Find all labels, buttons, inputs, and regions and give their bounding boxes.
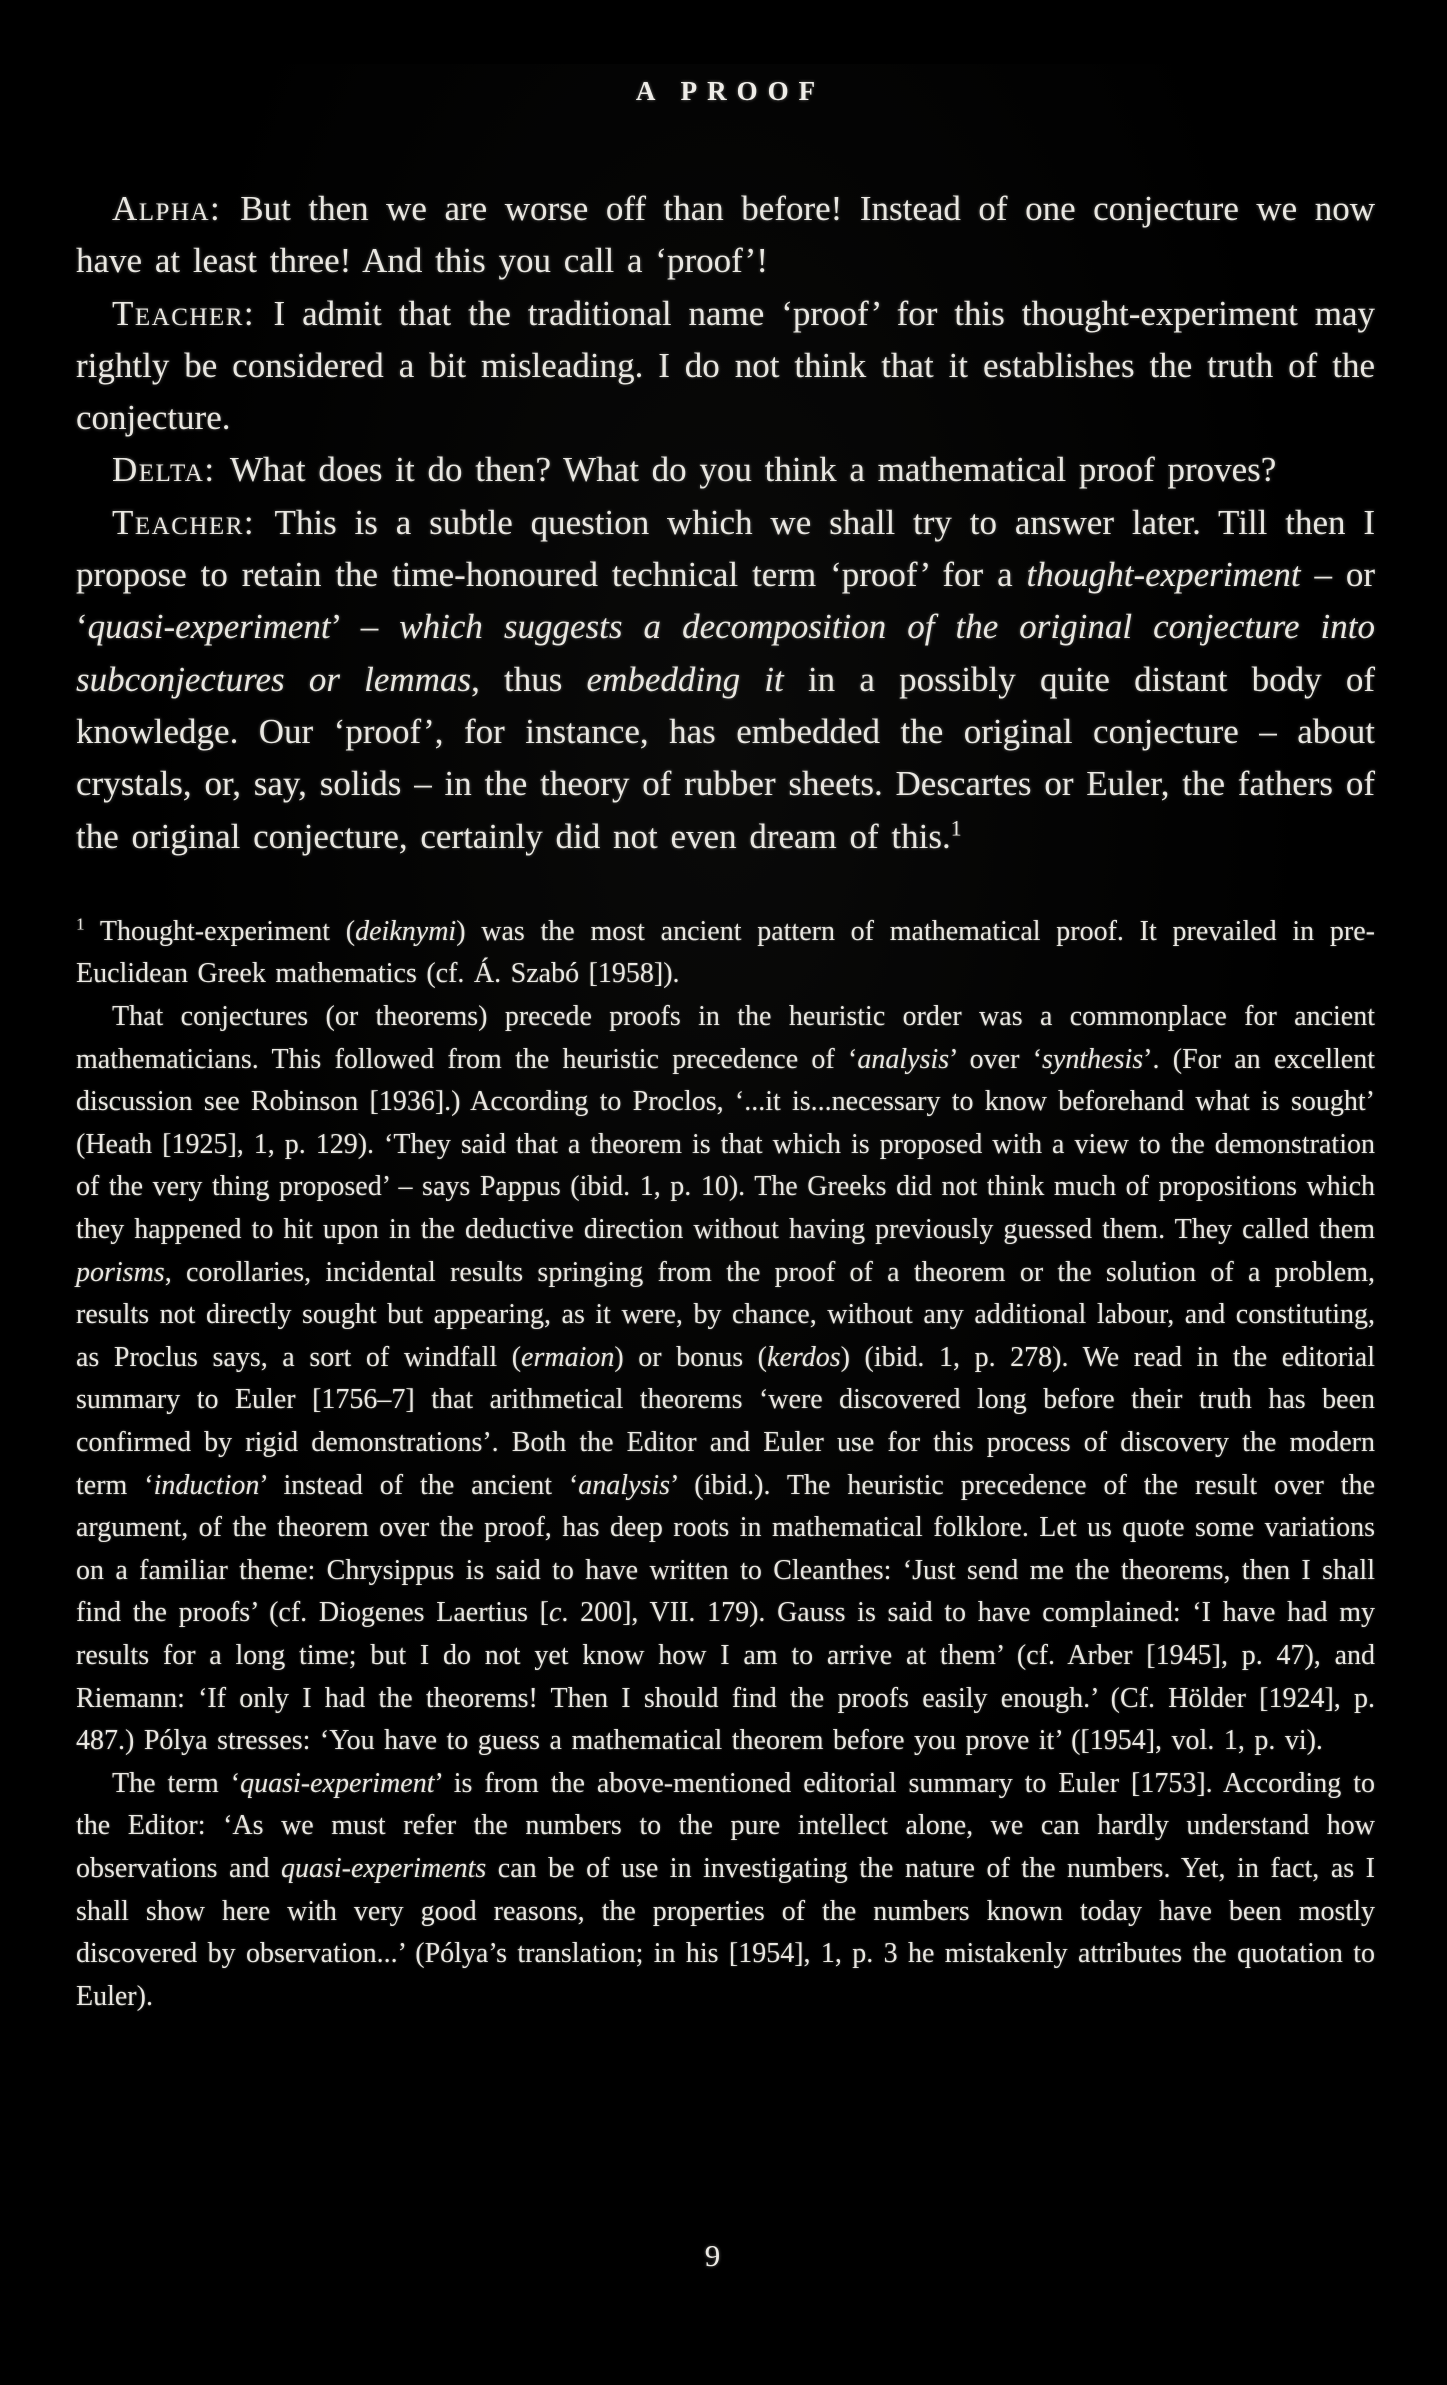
dialogue-text [76, 183, 1375, 863]
footnote [76, 911, 1375, 2018]
dialogue-paragraph-alpha: Alpha: But then we are worse off than before! Instead of one conjecture we now have at least three! And this you call a ‘proof’! [76, 189, 1375, 281]
section-title: A PROOF [635, 76, 826, 106]
footnote-paragraph-2: That conjectures (or theorems) precede proofs in the heuristic order was a commonplace for ancient mathematicians. This followed from the heuristic precedence of ‘analysis’ over ‘synthesis’. (For an excellent discussion see Robinson [1936].) According to Proclos, ‘...it is...necessary to know beforehand what is sought’ (Heath [1925], 1, p. 129). ‘They said that a theorem is that which is proposed with a view to the demonstration of the very thing proposed’ – says Pappus (ibid. 1, p. 10). The Greeks did not think much of propositions which they happened to hit upon in the deductive direction without having previously guessed them. They called them porisms, corollaries, incidental results springing from the proof of a theorem or the solution of a problem, results not directly sought but appearing, as it were, by chance, without any additional labour, and constituting, as Proclus says, a sort of windfall (ermaion) or bonus (kerdos) (ibid. 1, p. 278). We read in the editorial summary to Euler [1756–7] that arithmetical theorems ‘were discovered long before their truth has been confirmed by rigid demonstrations’. Both the Editor and Euler use for this process of discovery the modern term ‘induction’ instead of the ancient ‘analysis’ (ibid.). The heuristic precedence of the result over the argument, of the theorem over the proof, has deep roots in mathematical folklore. Let us quote some variations on a familiar theme: Chrysippus is said to have written to Cleanthes: ‘Just send me the theorems, then I shall find the proofs’ (cf. Diogenes Laertius [c. 200], VII. 179). Gauss is said to have complained: ‘I have had my results for a long time; but I do not yet know how I am to arrive at them’ (cf. Arber [1945], p. 47), and Riemann: ‘If only I had the theorems! Then I should find the proofs easily enough.’ (Cf. Hölder [1924], p. 487.) Pólya stresses: ‘You have to guess a mathematical theorem before you prove it’ ([1954], vol. 1, p. vi). [76, 1001, 1376, 1757]
page-content [76, 64, 1376, 2273]
dialogue-paragraph-delta: Delta: What does it do then? What do you think a mathematical proof proves? [112, 450, 1277, 490]
dialogue-paragraph-teacher-2: Teacher: This is a subtle question which we shall try to answer later. Till then I propose to retain the time-honoured technical term ‘proof’ for a thought-experiment – or ‘quasi-experiment’ – which suggests a decomposition of the original conjecture into subconjectures or lemmas, thus embedding it in a possibly quite distant body of knowledge. Our ‘proof’, for instance, has embedded the original conjecture – about crystals, or, say, solids – in the theory of rubber sheets. Descartes or Euler, the fathers of the original conjecture, certainly did not even dream of this.$^1$ [76, 502, 1375, 856]
footnote-paragraph-3: The term ‘quasi-experiment’ is from the above-mentioned editorial summary to Euler [1753]. According to the Editor: ‘As we must refer the numbers to the pure intellect alone, we can hardly understand how observations and quasi-experiments can be of use in investigating the nature of the numbers. Yet, in fact, as I shall show here with very good reasons, the properties of the numbers known today have been mostly discovered by observation...’ (Pólya’s translation; in his [1954], 1, p. 3 he mistakenly attributes the quotation to Euler). [76, 1767, 1375, 2012]
footnote-paragraph-1: $^1$ Thought-experiment (deiknymi) was the most ancient pattern of mathematical proof. It prevailed in pre-Euclidean Greek mathematics (cf. Á. Szabó [1958]). [76, 914, 1375, 990]
dialogue-paragraph-teacher-1: Teacher: I admit that the traditional name ‘proof’ for this thought-experiment may rightly be considered a bit misleading. I do not think that it establishes the truth of the conjecture. [76, 293, 1375, 438]
page-number: 9 [704, 2238, 721, 2273]
